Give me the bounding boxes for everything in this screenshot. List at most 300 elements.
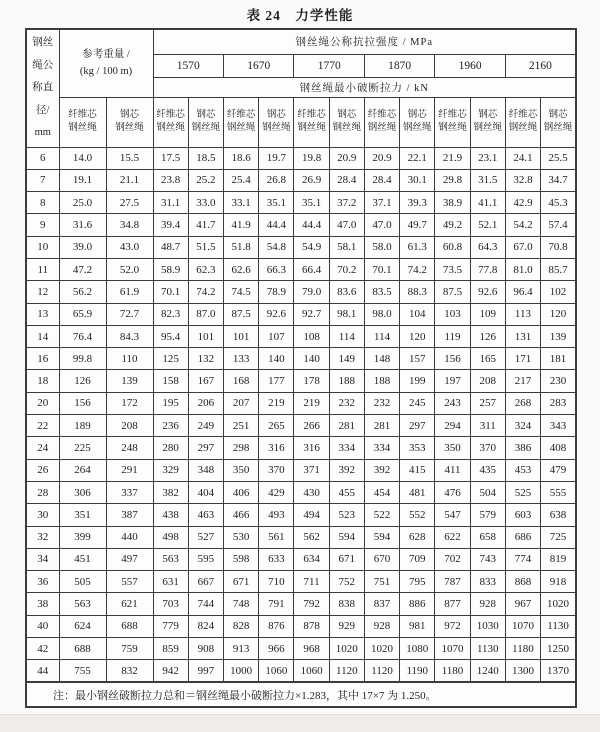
value-cell: 83.5 (364, 281, 399, 303)
diameter-header-line: 绳公 (32, 59, 54, 71)
value-cell: 594 (364, 526, 399, 548)
value-cell: 408 (541, 437, 576, 459)
value-cell: 908 (188, 638, 223, 660)
value-cell: 370 (470, 437, 505, 459)
core-type-header: 纤维芯 钢丝绳 (294, 97, 329, 147)
value-cell: 498 (153, 526, 188, 548)
value-cell: 34.7 (541, 169, 576, 191)
value-cell: 454 (364, 481, 399, 503)
value-cell: 34.8 (106, 214, 153, 236)
value-cell: 350 (435, 437, 470, 459)
value-cell: 702 (435, 548, 470, 570)
value-cell: 25.5 (541, 147, 576, 169)
diameter-cell: 16 (26, 348, 59, 370)
value-cell: 476 (435, 481, 470, 503)
value-cell: 579 (470, 504, 505, 526)
value-cell: 131 (505, 325, 540, 347)
diameter-cell: 6 (26, 147, 59, 169)
value-cell: 628 (400, 526, 435, 548)
value-cell: 92.7 (294, 303, 329, 325)
value-cell: 1250 (541, 638, 576, 660)
diameter-cell: 22 (26, 415, 59, 437)
value-cell: 671 (329, 548, 364, 570)
value-cell: 791 (259, 593, 294, 615)
value-cell: 110 (106, 348, 153, 370)
value-cell: 751 (364, 571, 399, 593)
value-cell: 755 (59, 660, 106, 682)
value-cell: 26.9 (294, 169, 329, 191)
value-cell: 562 (294, 526, 329, 548)
value-cell: 603 (505, 504, 540, 526)
value-cell: 440 (106, 526, 153, 548)
value-cell: 1030 (470, 615, 505, 637)
strength-value-header: 1870 (364, 54, 434, 77)
value-cell: 79.0 (294, 281, 329, 303)
value-cell: 878 (294, 615, 329, 637)
value-cell: 828 (223, 615, 258, 637)
value-cell: 594 (329, 526, 364, 548)
value-cell: 30.1 (400, 169, 435, 191)
value-cell: 20.9 (329, 147, 364, 169)
value-cell: 208 (106, 415, 153, 437)
value-cell: 281 (364, 415, 399, 437)
table-row (26, 325, 576, 347)
value-cell: 25.2 (188, 169, 223, 191)
value-cell: 219 (294, 392, 329, 414)
diameter-cell: 13 (26, 303, 59, 325)
value-cell: 429 (259, 481, 294, 503)
diameter-header-line: 径/ (36, 104, 50, 116)
value-cell: 833 (470, 571, 505, 593)
value-cell: 522 (364, 504, 399, 526)
value-cell: 435 (470, 459, 505, 481)
value-cell: 58.0 (364, 236, 399, 258)
value-cell: 188 (364, 370, 399, 392)
value-cell: 316 (259, 437, 294, 459)
core-type-header: 纤维芯 钢丝绳 (505, 97, 540, 147)
table-row (26, 236, 576, 258)
value-cell: 658 (470, 526, 505, 548)
table-row (26, 526, 576, 548)
value-cell: 49.2 (435, 214, 470, 236)
value-cell: 74.2 (188, 281, 223, 303)
value-cell: 283 (541, 392, 576, 414)
value-cell: 103 (435, 303, 470, 325)
value-cell: 631 (153, 571, 188, 593)
value-cell: 38.9 (435, 192, 470, 214)
value-cell: 466 (223, 504, 258, 526)
value-cell: 92.6 (259, 303, 294, 325)
value-cell: 195 (153, 392, 188, 414)
value-cell: 371 (294, 459, 329, 481)
value-cell: 350 (223, 459, 258, 481)
value-cell: 148 (364, 348, 399, 370)
diameter-cell: 34 (26, 548, 59, 570)
value-cell: 58.1 (329, 236, 364, 258)
diameter-cell: 18 (26, 370, 59, 392)
value-cell: 868 (505, 571, 540, 593)
value-cell: 70.1 (153, 281, 188, 303)
value-cell: 504 (470, 481, 505, 503)
value-cell: 188 (329, 370, 364, 392)
value-cell: 22.1 (400, 147, 435, 169)
diameter-cell: 7 (26, 169, 59, 191)
strength-value-header: 1960 (435, 54, 505, 77)
value-cell: 96.4 (505, 281, 540, 303)
value-cell: 81.0 (505, 258, 540, 280)
value-cell: 70.1 (364, 258, 399, 280)
value-cell: 104 (400, 303, 435, 325)
value-cell: 149 (329, 348, 364, 370)
value-cell: 633 (259, 548, 294, 570)
value-cell: 78.9 (259, 281, 294, 303)
value-cell: 505 (59, 571, 106, 593)
value-cell: 306 (59, 481, 106, 503)
diameter-header-line: mm (34, 127, 51, 138)
value-cell: 139 (106, 370, 153, 392)
value-cell: 703 (153, 593, 188, 615)
core-type-header: 钢芯 钢丝绳 (329, 97, 364, 147)
value-cell: 297 (188, 437, 223, 459)
core-type-header: 钢芯 钢丝绳 (259, 97, 294, 147)
value-cell: 102 (541, 281, 576, 303)
value-cell: 66.4 (294, 258, 329, 280)
value-cell: 230 (541, 370, 576, 392)
value-cell: 197 (435, 370, 470, 392)
value-cell: 348 (188, 459, 223, 481)
table-row (26, 459, 576, 481)
table-row (26, 281, 576, 303)
core-header-row (26, 97, 576, 147)
value-cell: 243 (435, 392, 470, 414)
core-type-header: 钢芯 钢丝绳 (470, 97, 505, 147)
value-cell: 37.2 (329, 192, 364, 214)
value-cell: 351 (59, 504, 106, 526)
value-cell: 265 (259, 415, 294, 437)
value-cell: 120 (541, 303, 576, 325)
value-cell: 621 (106, 593, 153, 615)
value-cell: 19.8 (294, 147, 329, 169)
table-row (26, 192, 576, 214)
value-cell: 19.1 (59, 169, 106, 191)
value-cell: 280 (153, 437, 188, 459)
weight-header (59, 29, 153, 97)
value-cell: 18.6 (223, 147, 258, 169)
value-cell: 74.2 (400, 258, 435, 280)
value-cell: 70.8 (541, 236, 576, 258)
value-cell: 877 (435, 593, 470, 615)
value-cell: 156 (435, 348, 470, 370)
value-cell: 386 (505, 437, 540, 459)
value-cell: 125 (153, 348, 188, 370)
value-cell: 453 (505, 459, 540, 481)
value-cell: 77.8 (470, 258, 505, 280)
value-cell: 268 (505, 392, 540, 414)
value-cell: 98.0 (364, 303, 399, 325)
table-row (26, 437, 576, 459)
diameter-cell: 20 (26, 392, 59, 414)
value-cell: 438 (153, 504, 188, 526)
value-cell: 324 (505, 415, 540, 437)
value-cell: 399 (59, 526, 106, 548)
diameter-cell: 11 (26, 258, 59, 280)
value-cell: 406 (223, 481, 258, 503)
value-cell: 1020 (541, 593, 576, 615)
value-cell: 876 (259, 615, 294, 637)
value-cell: 1060 (294, 660, 329, 682)
value-cell: 334 (329, 437, 364, 459)
value-cell: 497 (106, 548, 153, 570)
value-cell: 61.9 (106, 281, 153, 303)
value-cell: 199 (400, 370, 435, 392)
value-cell: 88.3 (400, 281, 435, 303)
note-row (26, 682, 576, 707)
core-type-header: 钢芯 钢丝绳 (541, 97, 576, 147)
value-cell: 41.9 (223, 214, 258, 236)
table-row (26, 392, 576, 414)
value-cell: 929 (329, 615, 364, 637)
value-cell: 35.1 (294, 192, 329, 214)
value-cell: 101 (223, 325, 258, 347)
value-cell: 17.5 (153, 147, 188, 169)
diameter-cell: 14 (26, 325, 59, 347)
weight-header-line: 参考重量 / (82, 49, 130, 61)
value-cell: 39.0 (59, 236, 106, 258)
value-cell: 37.1 (364, 192, 399, 214)
value-cell: 1180 (435, 660, 470, 682)
value-cell: 463 (188, 504, 223, 526)
value-cell: 370 (259, 459, 294, 481)
value-cell: 140 (294, 348, 329, 370)
value-cell: 686 (505, 526, 540, 548)
value-cell: 23.1 (470, 147, 505, 169)
value-cell: 27.5 (106, 192, 153, 214)
diameter-cell: 36 (26, 571, 59, 593)
value-cell: 28.4 (329, 169, 364, 191)
value-cell: 329 (153, 459, 188, 481)
value-cell: 67.0 (505, 236, 540, 258)
value-cell: 353 (400, 437, 435, 459)
value-cell: 168 (223, 370, 258, 392)
value-cell: 942 (153, 660, 188, 682)
value-cell: 547 (435, 504, 470, 526)
value-cell: 72.7 (106, 303, 153, 325)
value-cell: 281 (329, 415, 364, 437)
table-row (26, 303, 576, 325)
value-cell: 257 (470, 392, 505, 414)
value-cell: 24.1 (505, 147, 540, 169)
value-cell: 33.1 (223, 192, 258, 214)
value-cell: 48.7 (153, 236, 188, 258)
value-cell: 47.0 (329, 214, 364, 236)
value-cell: 404 (188, 481, 223, 503)
value-cell: 45.3 (541, 192, 576, 214)
diameter-cell: 38 (26, 593, 59, 615)
value-cell: 47.0 (364, 214, 399, 236)
force-header: 钢丝绳最小破断拉力 / kN (153, 77, 576, 97)
value-cell: 70.2 (329, 258, 364, 280)
value-cell: 76.4 (59, 325, 106, 347)
value-cell: 523 (329, 504, 364, 526)
strength-value-header: 1670 (223, 54, 293, 77)
value-cell: 208 (470, 370, 505, 392)
table-row (26, 147, 576, 169)
value-cell: 167 (188, 370, 223, 392)
value-cell: 177 (259, 370, 294, 392)
value-cell: 133 (223, 348, 258, 370)
table-row (26, 504, 576, 526)
value-cell: 248 (106, 437, 153, 459)
value-cell: 156 (59, 392, 106, 414)
value-cell: 236 (153, 415, 188, 437)
value-cell: 73.5 (435, 258, 470, 280)
value-cell: 1060 (259, 660, 294, 682)
value-cell: 972 (435, 615, 470, 637)
diameter-cell: 8 (26, 192, 59, 214)
value-cell: 85.7 (541, 258, 576, 280)
value-cell: 21.9 (435, 147, 470, 169)
value-cell: 624 (59, 615, 106, 637)
value-cell: 557 (106, 571, 153, 593)
value-cell: 779 (153, 615, 188, 637)
value-cell: 311 (470, 415, 505, 437)
value-cell: 207 (223, 392, 258, 414)
value-cell: 710 (259, 571, 294, 593)
value-cell: 792 (294, 593, 329, 615)
value-cell: 337 (106, 481, 153, 503)
value-cell: 54.2 (505, 214, 540, 236)
value-cell: 667 (188, 571, 223, 593)
value-cell: 392 (329, 459, 364, 481)
table-row (26, 370, 576, 392)
value-cell: 41.1 (470, 192, 505, 214)
value-cell: 44.4 (294, 214, 329, 236)
value-cell: 598 (223, 548, 258, 570)
value-cell: 316 (294, 437, 329, 459)
value-cell: 493 (259, 504, 294, 526)
value-cell: 928 (470, 593, 505, 615)
value-cell: 113 (505, 303, 540, 325)
diameter-cell: 28 (26, 481, 59, 503)
value-cell: 99.8 (59, 348, 106, 370)
value-cell: 744 (188, 593, 223, 615)
value-cell: 294 (435, 415, 470, 437)
value-cell: 918 (541, 571, 576, 593)
value-cell: 29.8 (435, 169, 470, 191)
table-title: 表 24 力学性能 (246, 8, 354, 23)
value-cell: 886 (400, 593, 435, 615)
value-cell: 32.8 (505, 169, 540, 191)
strength-value-header: 1570 (153, 54, 223, 77)
table-row (26, 593, 576, 615)
value-cell: 1300 (505, 660, 540, 682)
value-cell: 64.3 (470, 236, 505, 258)
value-cell: 31.6 (59, 214, 106, 236)
table-row (26, 258, 576, 280)
value-cell: 251 (223, 415, 258, 437)
mechanical-properties-table (25, 28, 577, 708)
table-body (26, 147, 576, 682)
table-row (26, 481, 576, 503)
value-cell: 455 (329, 481, 364, 503)
value-cell: 119 (435, 325, 470, 347)
value-cell: 14.0 (59, 147, 106, 169)
value-cell: 42.9 (505, 192, 540, 214)
value-cell: 28.4 (364, 169, 399, 191)
value-cell: 859 (153, 638, 188, 660)
value-cell: 109 (470, 303, 505, 325)
strength-value-header: 2160 (505, 54, 576, 77)
value-cell: 57.4 (541, 214, 576, 236)
table-row (26, 415, 576, 437)
value-cell: 743 (470, 548, 505, 570)
value-cell: 114 (364, 325, 399, 347)
value-cell: 563 (153, 548, 188, 570)
value-cell: 18.5 (188, 147, 223, 169)
core-type-header: 纤维芯 钢丝绳 (153, 97, 188, 147)
value-cell: 415 (400, 459, 435, 481)
value-cell: 87.5 (223, 303, 258, 325)
value-cell: 60.8 (435, 236, 470, 258)
core-type-header: 纤维芯 钢丝绳 (223, 97, 258, 147)
value-cell: 595 (188, 548, 223, 570)
value-cell: 74.5 (223, 281, 258, 303)
value-cell: 181 (541, 348, 576, 370)
value-cell: 527 (188, 526, 223, 548)
value-cell: 1370 (541, 660, 576, 682)
value-cell: 35.1 (259, 192, 294, 214)
table-row (26, 348, 576, 370)
value-cell: 165 (470, 348, 505, 370)
value-cell: 264 (59, 459, 106, 481)
value-cell: 98.1 (329, 303, 364, 325)
diameter-cell: 32 (26, 526, 59, 548)
value-cell: 1120 (329, 660, 364, 682)
value-cell: 189 (59, 415, 106, 437)
value-cell: 1130 (470, 638, 505, 660)
value-cell: 382 (153, 481, 188, 503)
value-cell: 968 (294, 638, 329, 660)
value-cell: 832 (106, 660, 153, 682)
diameter-cell: 30 (26, 504, 59, 526)
value-cell: 84.3 (106, 325, 153, 347)
table-row (26, 169, 576, 191)
value-cell: 688 (106, 615, 153, 637)
core-type-header: 纤维芯 钢丝绳 (59, 97, 106, 147)
value-cell: 20.9 (364, 147, 399, 169)
value-cell: 31.1 (153, 192, 188, 214)
value-cell: 157 (400, 348, 435, 370)
value-cell: 343 (541, 415, 576, 437)
value-cell: 43.0 (106, 236, 153, 258)
value-cell: 62.3 (188, 258, 223, 280)
value-cell: 1180 (505, 638, 540, 660)
value-cell: 31.5 (470, 169, 505, 191)
value-cell: 411 (435, 459, 470, 481)
value-cell: 82.3 (153, 303, 188, 325)
value-cell: 120 (400, 325, 435, 347)
strength-value-header: 1770 (294, 54, 364, 77)
value-cell: 15.5 (106, 147, 153, 169)
value-cell: 56.2 (59, 281, 106, 303)
table-row (26, 548, 576, 570)
value-cell: 824 (188, 615, 223, 637)
value-cell: 387 (106, 504, 153, 526)
diameter-cell: 42 (26, 638, 59, 660)
value-cell: 23.8 (153, 169, 188, 191)
core-type-header: 钢芯 钢丝绳 (400, 97, 435, 147)
diameter-header (26, 29, 59, 147)
